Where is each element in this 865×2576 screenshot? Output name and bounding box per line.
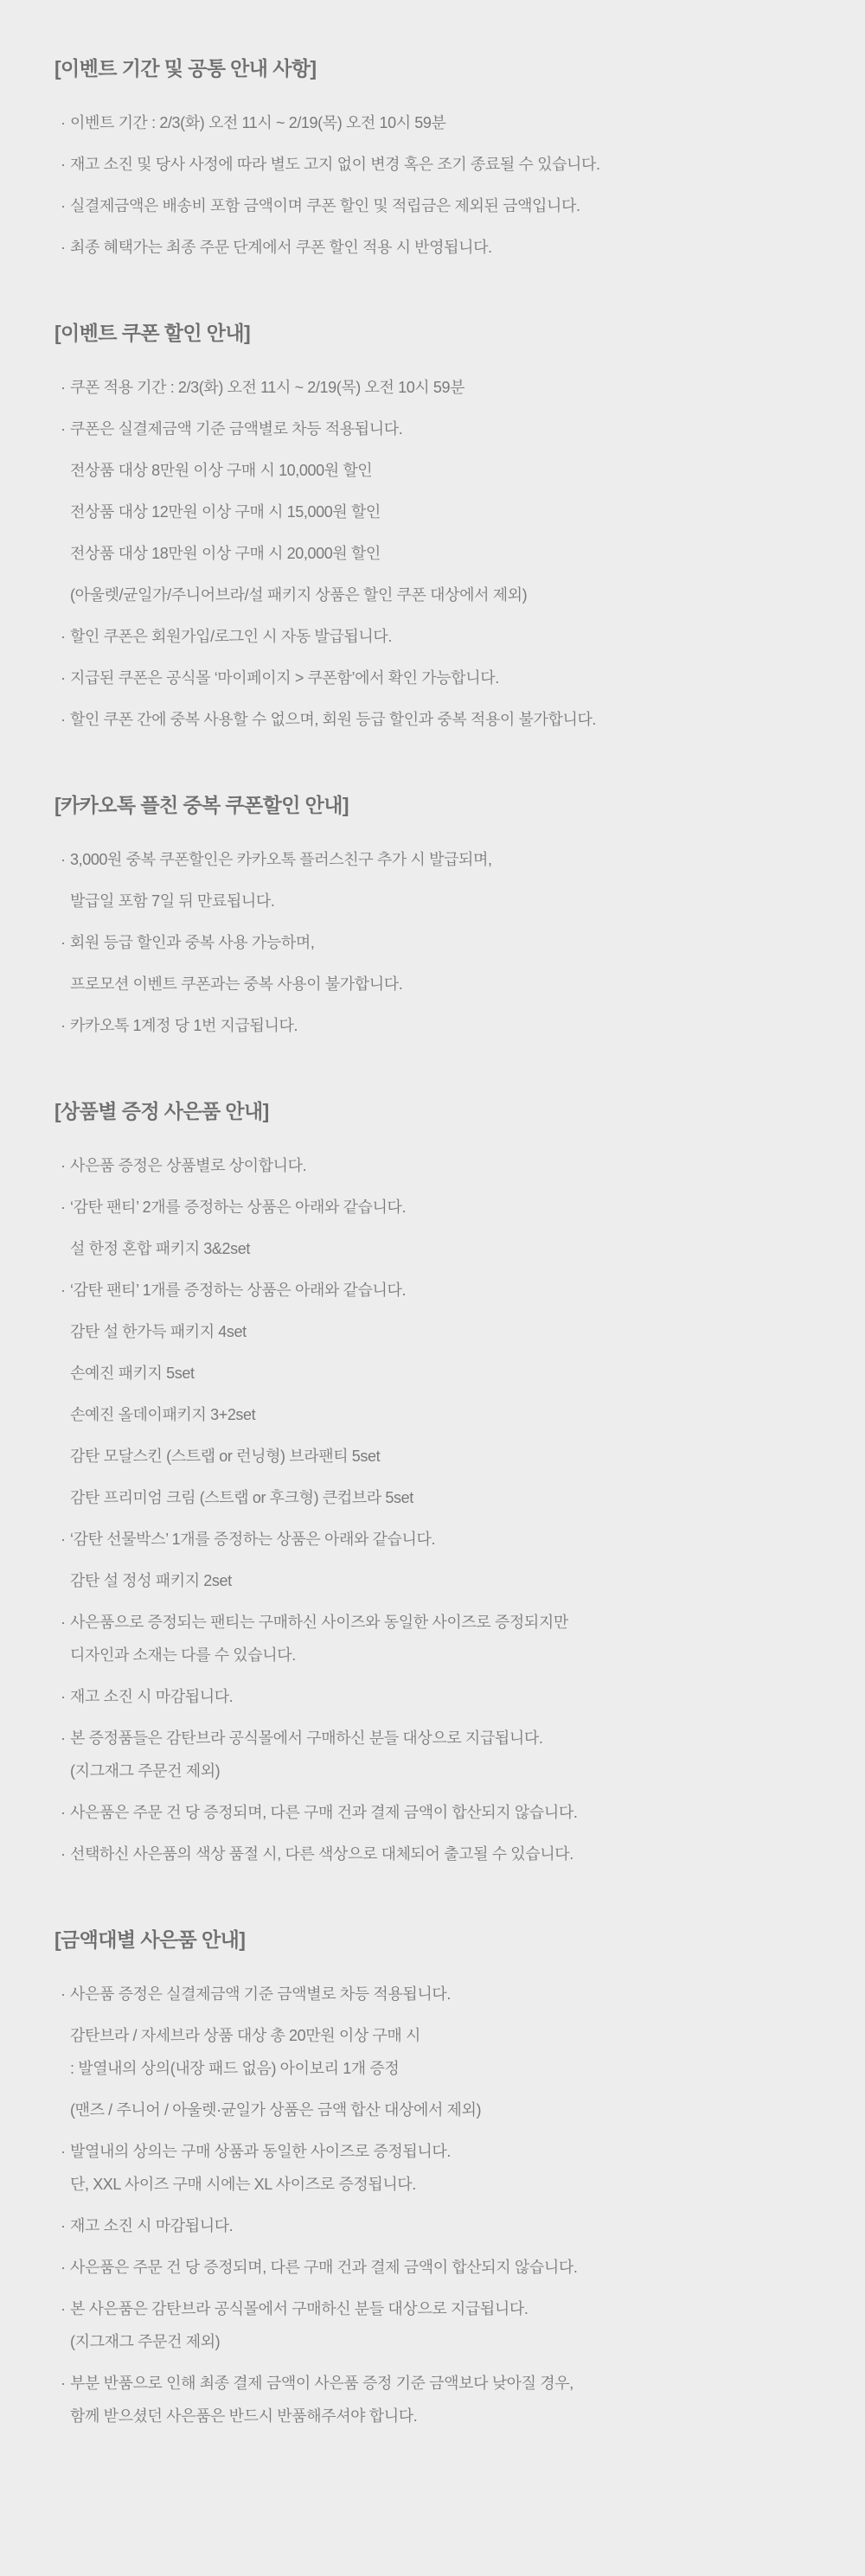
line-text: 사은품 증정은 상품별로 상이합니다. — [70, 1157, 307, 1174]
bullet-line — [54, 2141, 839, 2162]
line-text: 카카오톡 1계정 당 1번 지급됩니다. — [70, 1017, 298, 1034]
bullet-line — [54, 1529, 839, 1550]
section-title: [이벤트 기간 및 공통 안내 사항] — [54, 57, 317, 80]
bullet-marker: · — [61, 934, 66, 951]
continuation-line: : 발열내의 상의(내장 패드 없음) 아이보리 1개 증정 — [70, 2060, 400, 2077]
notice-section — [54, 792, 839, 1036]
sub-line: 발급일 포함 7일 뒤 만료됩니다. — [70, 892, 275, 910]
bullet-marker: · — [61, 851, 66, 868]
bullet-line — [54, 1728, 839, 1748]
bullet-line — [54, 932, 839, 953]
bullet-line — [54, 668, 839, 688]
bullet-line — [54, 1984, 839, 2004]
line-text: 선택하신 사은품의 색상 품절 시, 다른 색상으로 대체되어 출고될 수 있습니다. — [70, 1845, 573, 1863]
bullet-marker: · — [61, 1985, 66, 2003]
continuation-line: (지그재그 주문건 제외) — [70, 2333, 221, 2350]
bullet-marker: · — [61, 197, 66, 214]
bullet-marker: · — [61, 1688, 66, 1705]
bullet-line — [54, 237, 839, 258]
line-text: 지급된 쿠폰은 공식몰 ‘마이페이지 > 쿠폰함’에서 확인 가능합니다. — [70, 669, 499, 687]
bullet-marker: · — [61, 2217, 66, 2234]
section-title: [카카오톡 플친 중복 쿠폰할인 안내] — [54, 794, 349, 816]
notice-section — [54, 1927, 839, 2426]
line-text: 재고 소진 시 마감됩니다. — [70, 1688, 234, 1705]
bullet-marker: · — [61, 379, 66, 396]
bullet-line — [54, 154, 839, 175]
line-text: 사은품은 주문 건 당 증정되며, 다른 구매 건과 결제 금액이 합산되지 않습니다. — [70, 1804, 578, 1821]
bullet-marker: · — [61, 1199, 66, 1216]
sub-line: 감탄 설 한가득 패키지 4set — [70, 1323, 247, 1340]
line-text: 사은품은 주문 건 당 증정되며, 다른 구매 건과 결제 금액이 합산되지 않습니다. — [70, 2259, 578, 2276]
sub-line: 설 한정 혼합 패키지 3&2set — [70, 1240, 250, 1257]
line-text: 재고 소진 시 마감됩니다. — [70, 2217, 234, 2234]
bullet-marker: · — [61, 239, 66, 256]
continuation-line: 함께 받으셨던 사은품은 반드시 반품해주셔야 합니다. — [70, 2407, 418, 2425]
bullet-line — [54, 1802, 839, 1823]
bullet-line — [54, 2215, 839, 2236]
line-text: 쿠폰은 실결제금액 기준 금액별로 차등 적용됩니다. — [70, 420, 403, 438]
bullet-marker: · — [61, 628, 66, 645]
bullet-marker: · — [61, 2259, 66, 2276]
bullet-line — [54, 2298, 839, 2319]
bullet-marker: · — [61, 1614, 66, 1631]
continuation-line: 단, XXL 사이즈 구매 시에는 XL 사이즈로 증정됩니다. — [70, 2176, 416, 2193]
sub-line: 전상품 대상 18만원 이상 구매 시 20,000원 할인 — [70, 545, 381, 562]
sub-line: 감탄 모달스킨 (스트랩 or 런닝형) 브라팬티 5set — [70, 1448, 381, 1465]
bullet-line — [54, 1197, 839, 1218]
bullet-line — [54, 1015, 839, 1036]
continuation-line: 디자인과 소재는 다를 수 있습니다. — [70, 1646, 296, 1664]
line-text: ‘감탄 선물박스’ 1개를 증정하는 상품은 아래와 같습니다. — [70, 1531, 436, 1548]
notice-section — [54, 1098, 839, 1864]
bullet-marker: · — [61, 2375, 66, 2392]
bullet-line — [54, 849, 839, 870]
section-title: [상품별 증정 사은품 안내] — [54, 1100, 269, 1122]
line-text: 3,000원 중복 쿠폰할인은 카카오톡 플러스친구 추가 시 발급되며, — [70, 851, 492, 868]
line-text: 최종 혜택가는 최종 주문 단계에서 쿠폰 할인 적용 시 반영됩니다. — [70, 239, 492, 256]
continuation-line: (지그재그 주문건 제외) — [70, 1762, 221, 1780]
line-text: 재고 소진 및 당사 사정에 따라 별도 고지 없이 변경 혹은 조기 종료될 수 있습니다. — [70, 156, 600, 173]
bullet-line — [54, 626, 839, 647]
bullet-marker: · — [61, 2300, 66, 2317]
sub-line: 손예진 올데이패키지 3+2set — [70, 1406, 256, 1423]
bullet-marker: · — [61, 711, 66, 728]
bullet-line — [54, 709, 839, 730]
bullet-marker: · — [61, 114, 66, 131]
bullet-marker: · — [61, 2143, 66, 2160]
bullet-line — [54, 1612, 839, 1633]
bullet-marker: · — [61, 420, 66, 438]
bullet-line — [54, 377, 839, 398]
bullet-marker: · — [61, 1017, 66, 1034]
line-text: 부분 반품으로 인해 최종 결제 금액이 사은품 증정 기준 금액보다 낮아질 경우, — [70, 2375, 573, 2392]
bullet-marker: · — [61, 156, 66, 173]
line-text: 사은품 증정은 실결제금액 기준 금액별로 차등 적용됩니다. — [70, 1985, 451, 2003]
bullet-line — [54, 195, 839, 216]
bullet-line — [54, 2257, 839, 2278]
sub-line: 전상품 대상 12만원 이상 구매 시 15,000원 할인 — [70, 503, 381, 521]
notice-section — [54, 320, 839, 730]
line-text: ‘감탄 팬티’ 2개를 증정하는 상품은 아래와 같습니다. — [70, 1199, 407, 1216]
sub-line: 전상품 대상 8만원 이상 구매 시 10,000원 할인 — [70, 462, 373, 479]
sub-line: 손예진 패키지 5set — [70, 1365, 195, 1382]
bullet-marker: · — [61, 1804, 66, 1821]
bullet-marker: · — [61, 1157, 66, 1174]
line-text: 사은품으로 증정되는 팬티는 구매하신 사이즈와 동일한 사이즈로 증정되지만 — [70, 1614, 568, 1631]
line-text: 할인 쿠폰은 회원가입/로그인 시 자동 발급됩니다. — [70, 628, 392, 645]
line-text: 본 증정품들은 감탄브라 공식몰에서 구매하신 분들 대상으로 지급됩니다. — [70, 1729, 543, 1747]
bullet-line — [54, 1844, 839, 1864]
line-text: 회원 등급 할인과 중복 사용 가능하며, — [70, 934, 315, 951]
notice-section — [54, 55, 839, 258]
bullet-marker: · — [61, 1531, 66, 1548]
sub-line: 감탄브라 / 자세브라 상품 대상 총 20만원 이상 구매 시 — [70, 2027, 420, 2044]
sub-line: (아울렛/균일가/주니어브라/설 패키지 상품은 할인 쿠폰 대상에서 제외) — [70, 586, 528, 604]
line-text: 할인 쿠폰 간에 중복 사용할 수 없으며, 회원 등급 할인과 중복 적용이 불가합니다. — [70, 711, 597, 728]
bullet-line — [54, 112, 839, 133]
line-text: 이벤트 기간 : 2/3(화) 오전 11시 ~ 2/19(목) 오전 10시 59분 — [70, 114, 446, 131]
line-text: 발열내의 상의는 구매 상품과 동일한 사이즈로 증정됩니다. — [70, 2143, 451, 2160]
sub-line: (맨즈 / 주니어 / 아울렛·균일가 상품은 금액 합산 대상에서 제외) — [70, 2101, 482, 2119]
bullet-line — [54, 1280, 839, 1301]
bullet-marker: · — [61, 669, 66, 687]
bullet-marker: · — [61, 1729, 66, 1747]
line-text: 실결제금액은 배송비 포함 금액이며 쿠폰 할인 및 적립금은 제외된 금액입니다. — [70, 197, 580, 214]
bullet-line — [54, 2373, 839, 2394]
bullet-line — [54, 1686, 839, 1707]
sub-line: 감탄 프리미엄 크림 (스트랩 or 후크형) 큰컵브라 5set — [70, 1489, 413, 1506]
sub-line: 프로모션 이벤트 쿠폰과는 중복 사용이 불가합니다. — [70, 975, 403, 993]
bullet-line — [54, 1155, 839, 1176]
section-title: [금액대별 사은품 안내] — [54, 1928, 246, 1951]
bullet-line — [54, 419, 839, 439]
line-text: 본 사은품은 감탄브라 공식몰에서 구매하신 분들 대상으로 지급됩니다. — [70, 2300, 529, 2317]
line-text: ‘감탄 팬티’ 1개를 증정하는 상품은 아래와 같습니다. — [70, 1282, 407, 1299]
section-title: [이벤트 쿠폰 할인 안내] — [54, 322, 251, 344]
bullet-marker: · — [61, 1282, 66, 1299]
sub-line: 감탄 설 정성 패키지 2set — [70, 1572, 232, 1589]
line-text: 쿠폰 적용 기간 : 2/3(화) 오전 11시 ~ 2/19(목) 오전 10시 59분 — [70, 379, 465, 396]
bullet-marker: · — [61, 1845, 66, 1863]
